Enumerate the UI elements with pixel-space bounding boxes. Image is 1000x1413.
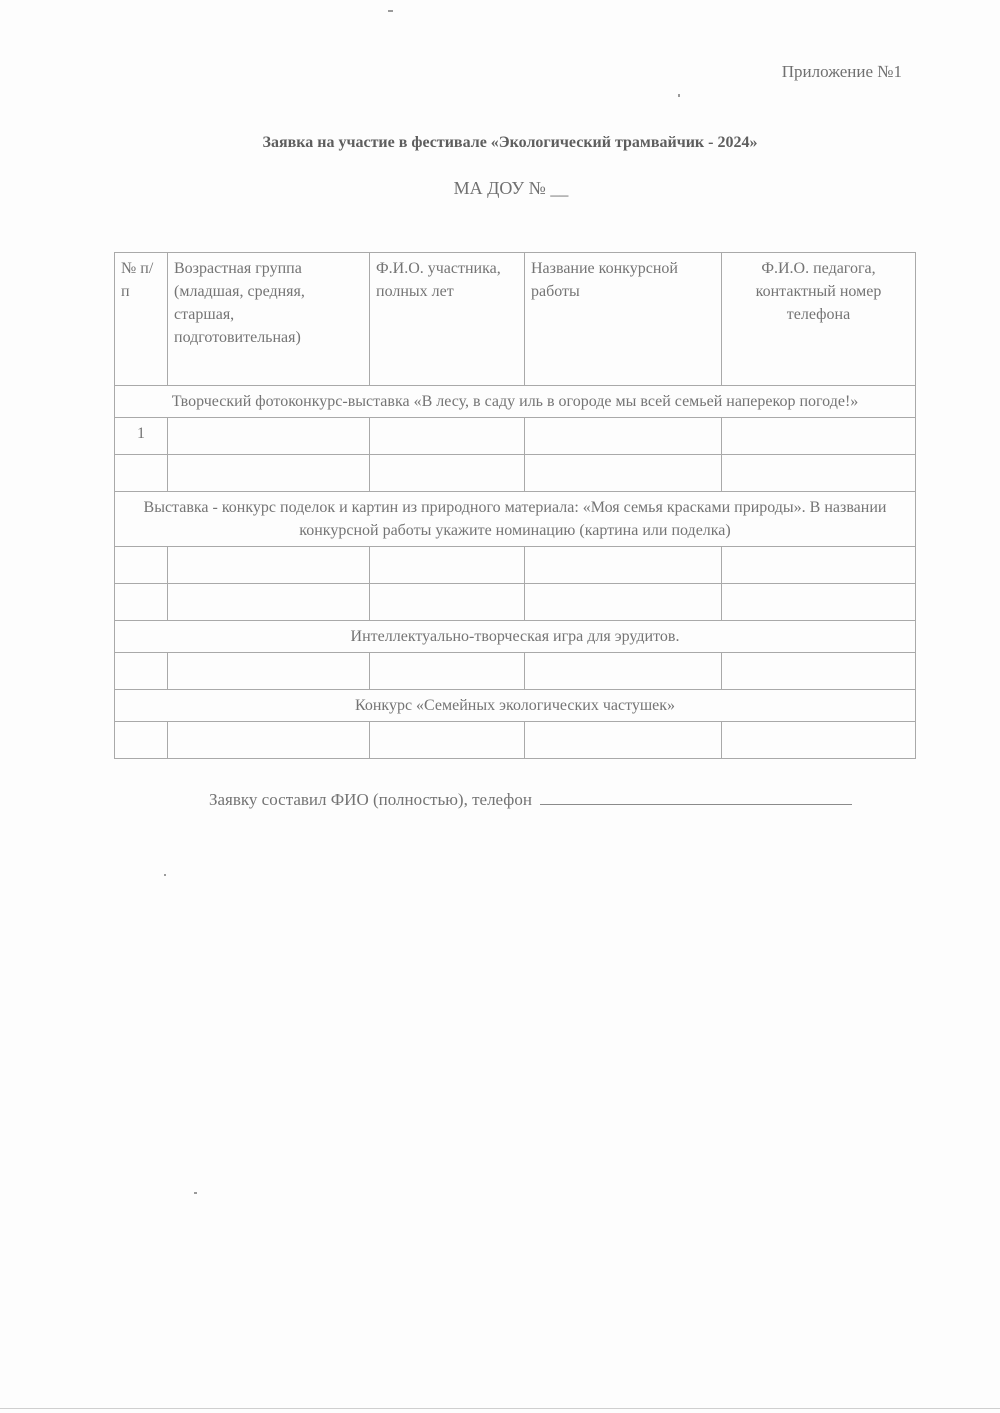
header-participant-name: Ф.И.О. участника, полных лет (370, 253, 525, 386)
table-row (115, 653, 916, 690)
table-cell[interactable] (168, 455, 370, 492)
table-cell[interactable] (370, 455, 525, 492)
table-cell[interactable] (722, 455, 916, 492)
table-cell[interactable] (168, 653, 370, 690)
section-row (115, 386, 916, 418)
organization-line: МА ДОУ № __ (453, 178, 569, 198)
section-title-crafts-contest: Выставка - конкурс поделок и картин из природного материала: «Моя семья красками природы». В названии конкурсной работы укажите номинацию (картина или поделка) (115, 492, 916, 547)
header-teacher-contact: Ф.И.О. педагога, контактный номер телефона (722, 253, 916, 386)
section-title-chastushki-contest: Конкурс «Семейных экологических частушек» (115, 690, 916, 722)
section-row (115, 690, 916, 722)
header-work-title: Название конкурсной работы (525, 253, 722, 386)
scan-speck (194, 1192, 197, 1194)
application-table (114, 252, 916, 759)
row-number: 1 (115, 418, 168, 455)
scan-speck (164, 874, 166, 876)
table-row (115, 584, 916, 621)
table-cell[interactable] (115, 722, 168, 759)
table-cell[interactable] (525, 418, 722, 455)
header-age-group: Возрастная группа (младшая, средняя, старшая, подготовительная) (168, 253, 370, 386)
document-title: Заявка на участие в фестивале «Экологический трамвайчик - 2024» (262, 134, 758, 151)
table-cell[interactable] (115, 584, 168, 621)
table-row (115, 455, 916, 492)
table-cell[interactable] (115, 455, 168, 492)
table-cell[interactable] (722, 418, 916, 455)
table-cell[interactable] (722, 722, 916, 759)
table-cell[interactable] (370, 547, 525, 584)
scan-speck (388, 10, 393, 12)
section-row (115, 621, 916, 653)
table-cell[interactable] (370, 584, 525, 621)
table-header-row (115, 253, 916, 386)
table-cell[interactable] (168, 418, 370, 455)
page-edge (0, 1408, 1000, 1409)
table-row (115, 547, 916, 584)
section-title-photo-contest: Творческий фотоконкурс-выставка «В лесу, в саду иль в огороде мы всей семьей наперекор погоде!» (115, 386, 916, 418)
table-cell[interactable] (525, 547, 722, 584)
table-cell[interactable] (168, 584, 370, 621)
signature-blank[interactable] (540, 790, 852, 805)
table-cell[interactable] (168, 547, 370, 584)
signature-line (209, 790, 852, 810)
table-row (115, 418, 916, 455)
scan-speck (678, 94, 680, 97)
table-cell[interactable] (722, 547, 916, 584)
table-cell[interactable] (115, 653, 168, 690)
appendix-label: Приложение №1 (781, 62, 902, 81)
table-cell[interactable] (370, 418, 525, 455)
table-cell[interactable] (525, 455, 722, 492)
table-cell[interactable] (525, 722, 722, 759)
table-cell[interactable] (370, 653, 525, 690)
table-cell[interactable] (525, 653, 722, 690)
table-cell[interactable] (115, 547, 168, 584)
table-cell[interactable] (722, 653, 916, 690)
table-cell[interactable] (168, 722, 370, 759)
table-cell[interactable] (722, 584, 916, 621)
signature-label: Заявку составил ФИО (полностью), телефон (209, 790, 532, 809)
header-number: № п/п (115, 253, 168, 386)
section-title-quiz-game: Интеллектуально-творческая игра для эрудитов. (115, 621, 916, 653)
table-cell[interactable] (370, 722, 525, 759)
table-row (115, 722, 916, 759)
table-cell[interactable] (525, 584, 722, 621)
section-row (115, 492, 916, 547)
